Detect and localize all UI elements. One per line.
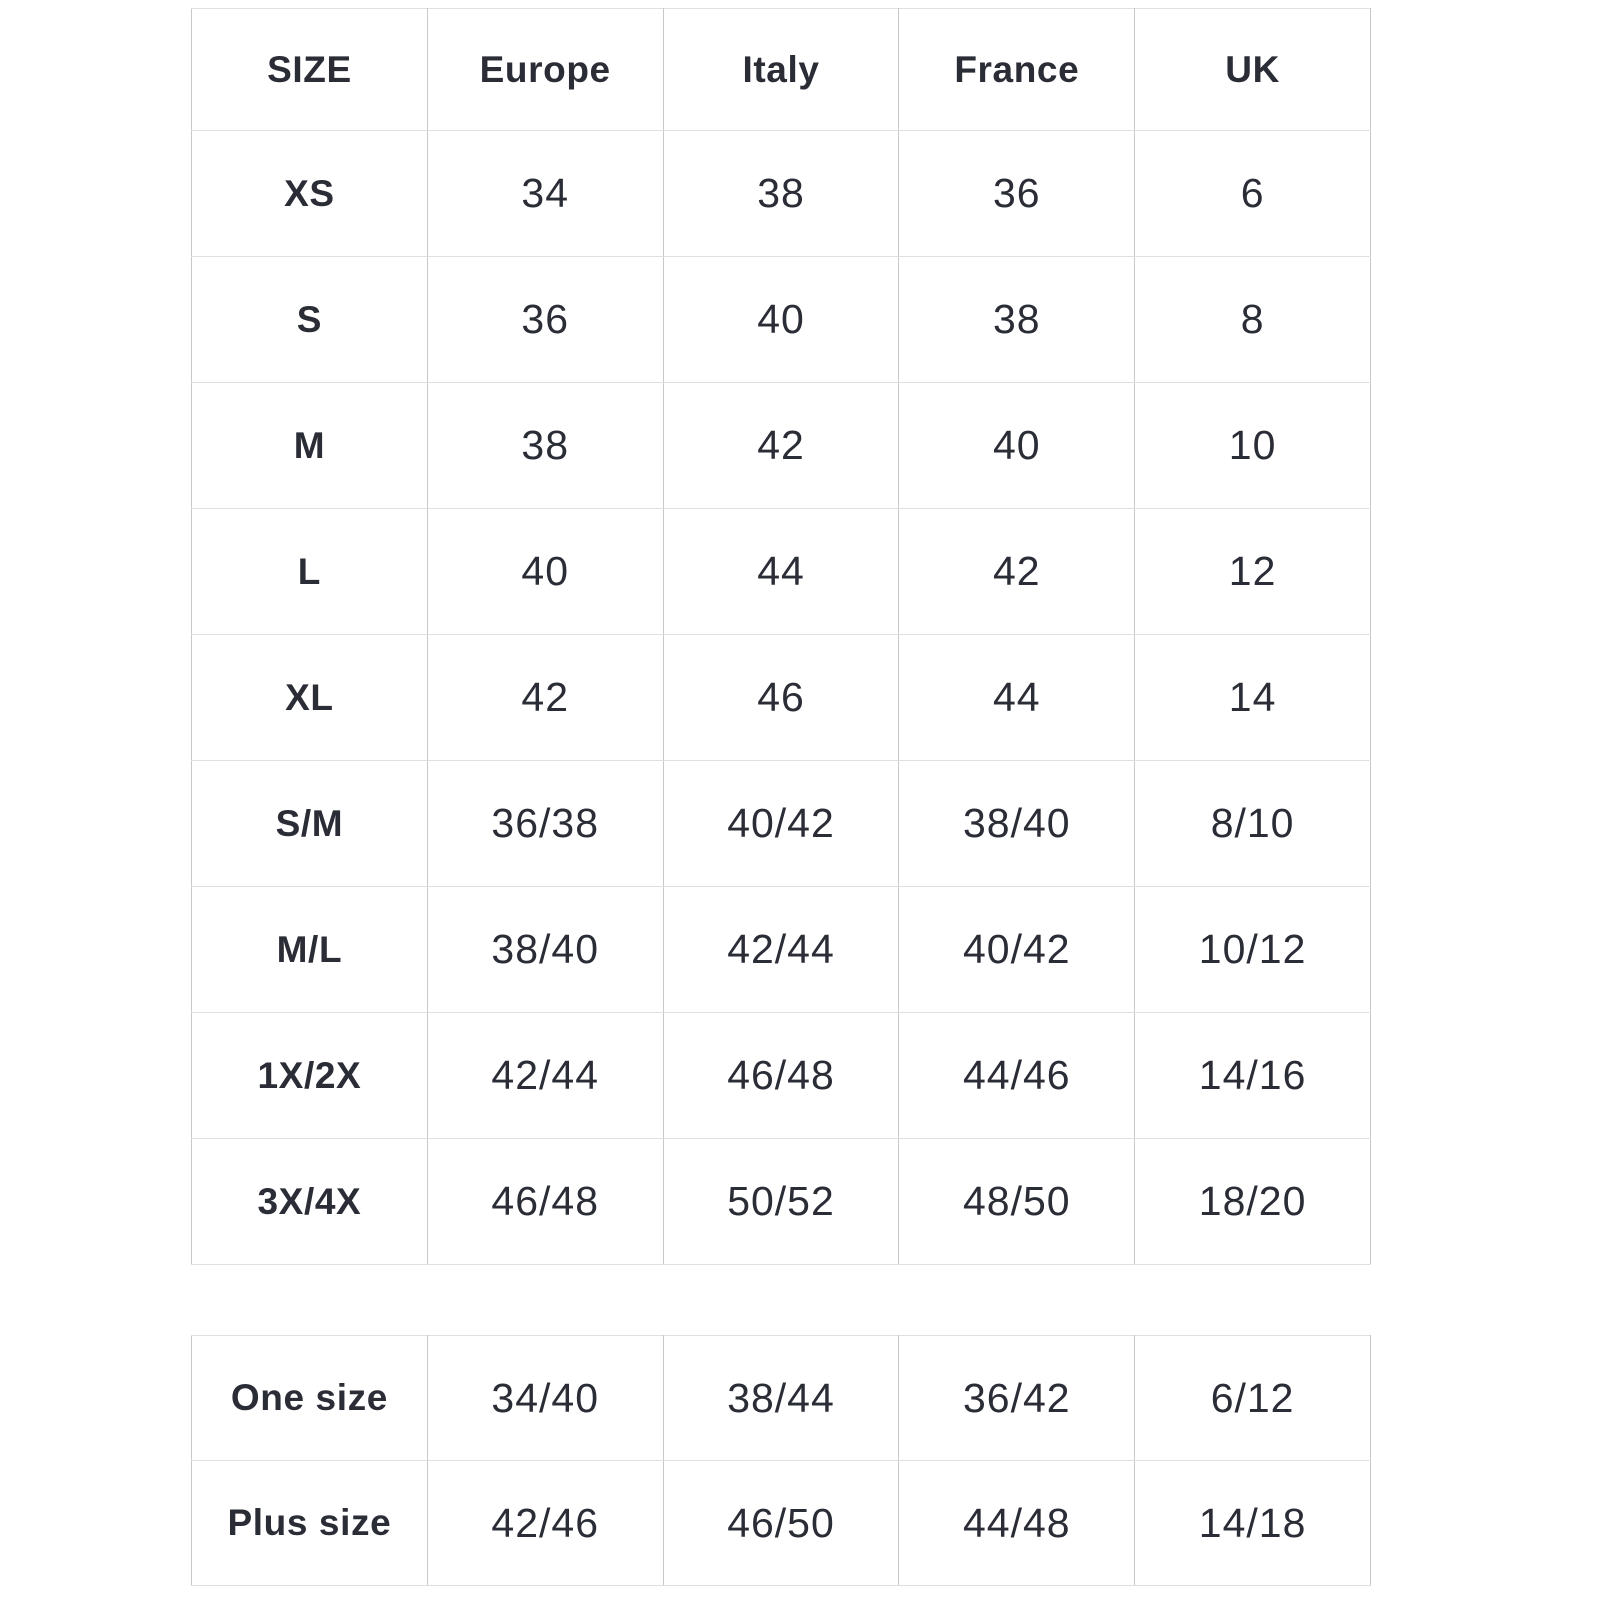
cell-italy: 40 — [663, 257, 899, 383]
cell-europe: 36 — [427, 257, 663, 383]
cell-europe: 42/44 — [427, 1013, 663, 1139]
cell-france: 42 — [899, 509, 1135, 635]
cell-france: 36 — [899, 131, 1135, 257]
cell-europe: 38 — [427, 383, 663, 509]
row-label: XL — [192, 635, 428, 761]
cell-france: 48/50 — [899, 1139, 1135, 1265]
cell-europe: 38/40 — [427, 887, 663, 1013]
cell-france: 44 — [899, 635, 1135, 761]
column-header-uk: UK — [1135, 9, 1371, 131]
row-label: M/L — [192, 887, 428, 1013]
cell-france: 40 — [899, 383, 1135, 509]
cell-uk: 14 — [1135, 635, 1371, 761]
size-conversion-table — [191, 8, 1371, 1265]
column-header-europe: Europe — [427, 9, 663, 131]
cell-france: 38 — [899, 257, 1135, 383]
row-label: XS — [192, 131, 428, 257]
header-row — [192, 9, 1371, 131]
row-label: M — [192, 383, 428, 509]
cell-italy: 42 — [663, 383, 899, 509]
table-row-l — [192, 509, 1371, 635]
column-header-italy: Italy — [663, 9, 899, 131]
cell-europe: 40 — [427, 509, 663, 635]
cell-uk: 14/18 — [1135, 1461, 1371, 1586]
table-row-one-size — [192, 1336, 1371, 1461]
table-row-s — [192, 257, 1371, 383]
cell-uk: 10/12 — [1135, 887, 1371, 1013]
cell-italy: 50/52 — [663, 1139, 899, 1265]
cell-uk: 6/12 — [1135, 1336, 1371, 1461]
table-row-plus-size — [192, 1461, 1371, 1586]
table-row-1x2x — [192, 1013, 1371, 1139]
cell-uk: 8 — [1135, 257, 1371, 383]
cell-france: 44/48 — [899, 1461, 1135, 1586]
cell-italy: 42/44 — [663, 887, 899, 1013]
cell-italy: 38 — [663, 131, 899, 257]
column-header-france: France — [899, 9, 1135, 131]
table-row-3x4x — [192, 1139, 1371, 1265]
row-label: S — [192, 257, 428, 383]
cell-europe: 42 — [427, 635, 663, 761]
cell-italy: 38/44 — [663, 1336, 899, 1461]
cell-france: 40/42 — [899, 887, 1135, 1013]
row-label: One size — [192, 1336, 428, 1461]
row-label: L — [192, 509, 428, 635]
cell-europe: 34/40 — [427, 1336, 663, 1461]
column-header-size: SIZE — [192, 9, 428, 131]
table-row-ml — [192, 887, 1371, 1013]
table-row-xs — [192, 131, 1371, 257]
cell-italy: 46/50 — [663, 1461, 899, 1586]
cell-italy: 46/48 — [663, 1013, 899, 1139]
row-label: 1X/2X — [192, 1013, 428, 1139]
cell-europe: 36/38 — [427, 761, 663, 887]
cell-france: 44/46 — [899, 1013, 1135, 1139]
cell-uk: 18/20 — [1135, 1139, 1371, 1265]
cell-italy: 46 — [663, 635, 899, 761]
table-row-xl — [192, 635, 1371, 761]
cell-europe: 42/46 — [427, 1461, 663, 1586]
row-label: 3X/4X — [192, 1139, 428, 1265]
cell-france: 36/42 — [899, 1336, 1135, 1461]
cell-uk: 14/16 — [1135, 1013, 1371, 1139]
one-size-plus-size-table — [191, 1335, 1371, 1586]
cell-uk: 6 — [1135, 131, 1371, 257]
row-label: S/M — [192, 761, 428, 887]
table-row-m — [192, 383, 1371, 509]
cell-europe: 34 — [427, 131, 663, 257]
table-row-sm — [192, 761, 1371, 887]
cell-uk: 12 — [1135, 509, 1371, 635]
cell-italy: 44 — [663, 509, 899, 635]
cell-uk: 8/10 — [1135, 761, 1371, 887]
cell-italy: 40/42 — [663, 761, 899, 887]
row-label: Plus size — [192, 1461, 428, 1586]
cell-europe: 46/48 — [427, 1139, 663, 1265]
cell-france: 38/40 — [899, 761, 1135, 887]
cell-uk: 10 — [1135, 383, 1371, 509]
